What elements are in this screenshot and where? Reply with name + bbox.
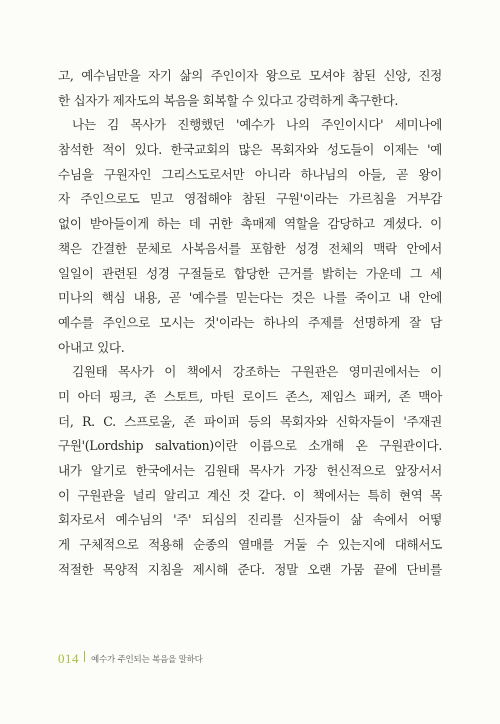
text-line: 미 아더 핑크, 존 스토트, 마틴 로이드 존스, 제임스 패커, 존 맥아: [58, 388, 442, 404]
text-line: 내가 알기로 한국에서는 김원태 목사가 가장 헌신적으로 앞장서서: [58, 463, 442, 478]
text-line: 책은 간결한 문체로 사복음서를 포함한 성경 전체의 맥락 안에서: [58, 240, 442, 256]
text-line: 회자로서 예수님의 '주' 되심의 진리를 신자들이 삶 속에서 어떻: [58, 512, 442, 528]
page-number: 014: [58, 651, 79, 666]
text-line: 미나의 핵심 내용, 곧 '예수를 믿는다는 것은 나를 죽이고 내 안에: [58, 290, 442, 306]
footer-divider: [84, 651, 85, 662]
text-line: 구원'(Lordship salvation)이란 이름으로 소개해 온 구원관이다.: [58, 438, 442, 454]
text-line: 수님을 구원자인 그리스도로서만 아니라 하나님의 아들, 곧 왕이: [58, 166, 442, 182]
text-line: 참석한 적이 있다. 한국교회의 많은 목회자와 성도들이 이제는 '예: [58, 142, 442, 158]
text-line: 예수를 주인으로 모시는 것'이라는 하나의 주제를 선명하게 잘 담: [58, 314, 442, 330]
text-line: 자 주인으로도 믿고 영접해야 참된 구원'이라는 가르침을 거부감: [58, 191, 442, 207]
text-line: 김원태 목사가 이 책에서 강조하는 구원관은 영미권에서는 이: [72, 364, 442, 380]
page-body: [58, 64, 442, 582]
text-line: 없이 받아들이게 하는 데 귀한 촉매제 역할을 감당하고 계셨다. 이: [58, 216, 442, 232]
text-line: 더, R. C. 스프로울, 존 파이퍼 등의 목회자와 신학자들이 '주재권: [58, 413, 442, 429]
text-line: 이 구원관을 널리 알리고 계신 것 같다. 이 책에서는 특히 현역 목: [58, 487, 442, 503]
text-line: 적절한 목양적 지침을 제시해 준다. 정말 오랜 가뭄 끝에 단비를: [58, 561, 442, 577]
text-line: 일일이 관련된 성경 구절들로 합당한 근거를 밝히는 가운데 그 세: [58, 265, 442, 281]
text-line: 한 십자가 제자도의 복음을 회복할 수 있다고 강력하게 촉구한다.: [58, 92, 399, 108]
text-line: 나는 김 목사가 진행했던 '예수가 나의 주인이시다' 세미나에: [72, 117, 442, 133]
text-line: 고, 예수님만을 자기 삶의 주인이자 왕으로 모셔야 참된 신앙, 진정: [58, 68, 442, 83]
running-title: 예수가 주인되는 복음을 말하다: [91, 655, 203, 665]
text-line: 아내고 있다.: [58, 339, 125, 355]
text-line: 게 구체적으로 적용해 순종의 열매를 거둘 수 있는지에 대해서도: [58, 537, 442, 553]
page-footer: [58, 650, 203, 668]
